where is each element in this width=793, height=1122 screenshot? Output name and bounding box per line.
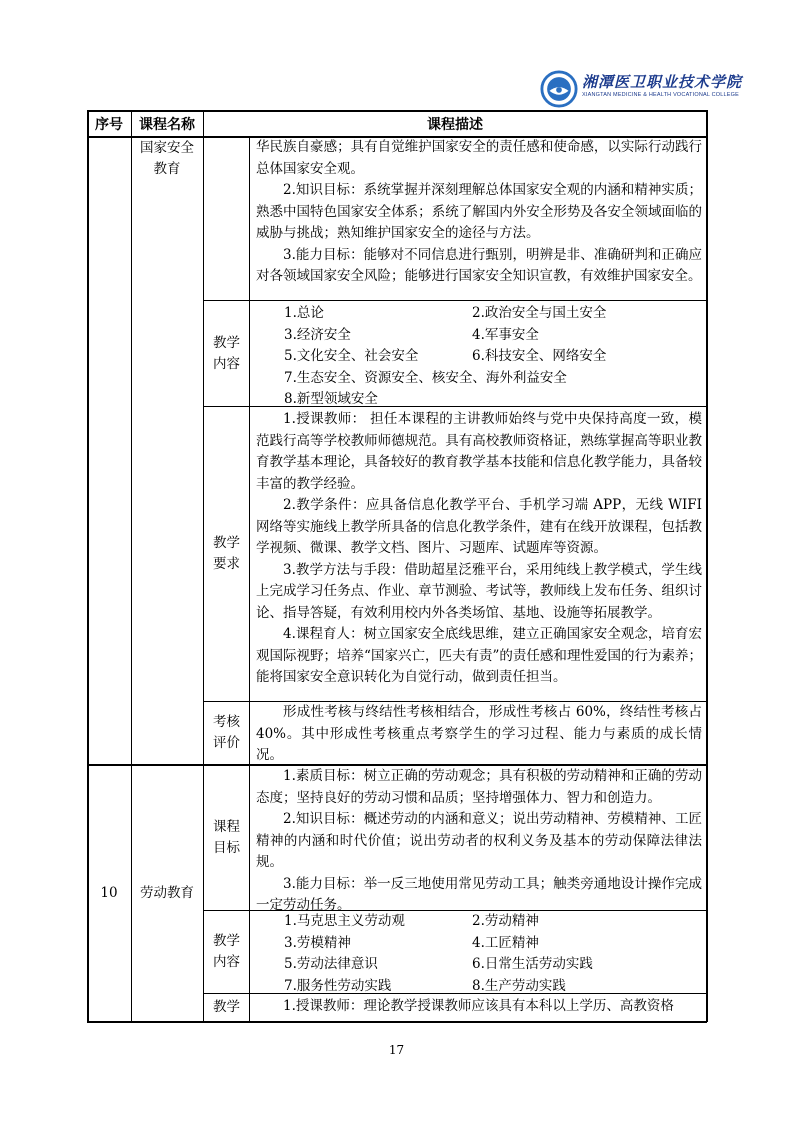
col-header-name: 课程名称 <box>139 116 195 133</box>
col-header-desc: 课程描述 <box>427 116 483 133</box>
teaching-requirements-text: 1.授课教师： 担任本课程的主讲教师始终与党中央保持高度一致，模范践行高等学校教师师德规范。具有高校教师资格证，熟练掌握高等职业教育教学基本理论，具备较好的教育教学基本技能和信息化教学能力，具备较丰富的教学经验。 2.教学条件：应具备信息化教学平台、手机学习端 APP，无线 WIFI 网络等实施线上教学所具备的信息化教学条件，建有在线开放课程，包括教学视频、微课、教学文档、图片、习题库、试题库等资源。 3.教学方法与手段：借助超星泛雅平台，采用纯线上教学模式，学生线上完成学习任务点、作业、章节测验、考试等，教师线上发布任务、组织讨论、指导答疑，有效利用校内外各类场馆、基地、设施等拓展教学。 4.课程育人：树立国家安全底线思维，建立正确国家安全观念，培育宏观国际视野；培养“国家兴亡，匹夫有责”的责任感和理性爱国的行为素养；能将国家安全意识转化为自觉行动，做到责任担当。 <box>256 411 702 685</box>
list-item: 5.劳动法律意识 <box>284 956 378 972</box>
row-label-content: 教学内容 <box>213 933 240 970</box>
row-label-goals: 课程目标 <box>213 818 240 856</box>
list-item: 1.总论 <box>284 305 324 321</box>
list-item: 8.新型领域安全 <box>284 391 378 407</box>
row-label-evaluation: 考核评价 <box>213 714 240 751</box>
list-item: 5.文化安全、社会安全 <box>284 348 419 364</box>
list-item: 6.科技安全、网络安全 <box>472 348 607 364</box>
course-goal-text: 华民族自豪感；具有自觉维护国家安全的责任感和使命感，以实际行动践行总体国家安全观。 2.知识目标：系统掌握并深刻理解总体国家安全观的内涵和精神实质；熟悉中国特色国家安全体系；系统了解国内外安全形势及各安全领域面临的威胁与挑战；熟知维护国家安全的途径与方法。 3.能力目标：能够对不同信息进行甄别，明辨是非、准确研判和正确应对各领域国家安全风险；能够进行国家安全知识宣教，有效维护国家安全。 <box>256 139 702 284</box>
college-name: 湘潭医卫职业技术学院 <box>582 73 743 91</box>
college-english-name: XIANGTAN MEDICINE & HEALTH VOCATIONAL COLLEGE <box>582 92 740 98</box>
row-label-requirements: 教学要求 <box>213 535 240 572</box>
college-emblem-icon <box>540 70 578 108</box>
course-name: 国家安全教育 <box>140 140 194 177</box>
teaching-content-list <box>250 303 706 406</box>
course-name: 劳动教育 <box>140 884 194 901</box>
list-item: 6.日常生活劳动实践 <box>472 956 593 972</box>
list-item: 7.生态安全、资源安全、核安全、海外利益安全 <box>284 369 567 386</box>
list-item: 2.劳动精神 <box>472 913 539 929</box>
list-item: 4.军事安全 <box>472 326 539 343</box>
teaching-content-list <box>250 911 706 993</box>
col-header-no: 序号 <box>95 116 123 133</box>
list-item: 4.工匠精神 <box>472 934 539 951</box>
teaching-requirements-text: 1.授课教师：理论教学授课教师应该具有本科以上学历、高教资格 <box>283 998 674 1014</box>
list-item: 3.经济安全 <box>284 326 351 343</box>
row-label-requirements: 教学 <box>213 999 240 1015</box>
page-number: 17 <box>388 1043 405 1057</box>
course-goal-text: 1.素质目标：树立正确的劳动观念；具有积极的劳动精神和正确的劳动态度；坚持良好的劳动习惯和品质；坚持增强体力、智力和创造力。 2.知识目标：概述劳动的内涵和意义；说出劳动精神、劳模精神、工匠精神的内涵和时代价值；说出劳动者的权利义务及基本的劳动保障法律法规。 3.能力目标：举一反三地使用常见劳动工具；触类旁通地设计操作完成一定劳动任务。 <box>256 768 702 913</box>
row-label-content: 教学内容 <box>213 334 240 372</box>
list-item: 1.马克思主义劳动观 <box>284 913 405 929</box>
college-logo <box>540 68 743 112</box>
list-item: 8.生产劳动实践 <box>472 977 566 994</box>
list-item: 2.政治安全与国土安全 <box>472 305 607 321</box>
list-item: 7.服务性劳动实践 <box>284 977 392 994</box>
evaluation-text: 形成性考核与终结性考核相结合，形成性考核占 60%，终结性考核占 40%。其中形成性考核重点考察学生的学习过程、能力与素质的成长情况。 <box>256 704 702 763</box>
list-item: 3.劳模精神 <box>284 934 351 951</box>
course-number: 10 <box>100 884 118 901</box>
